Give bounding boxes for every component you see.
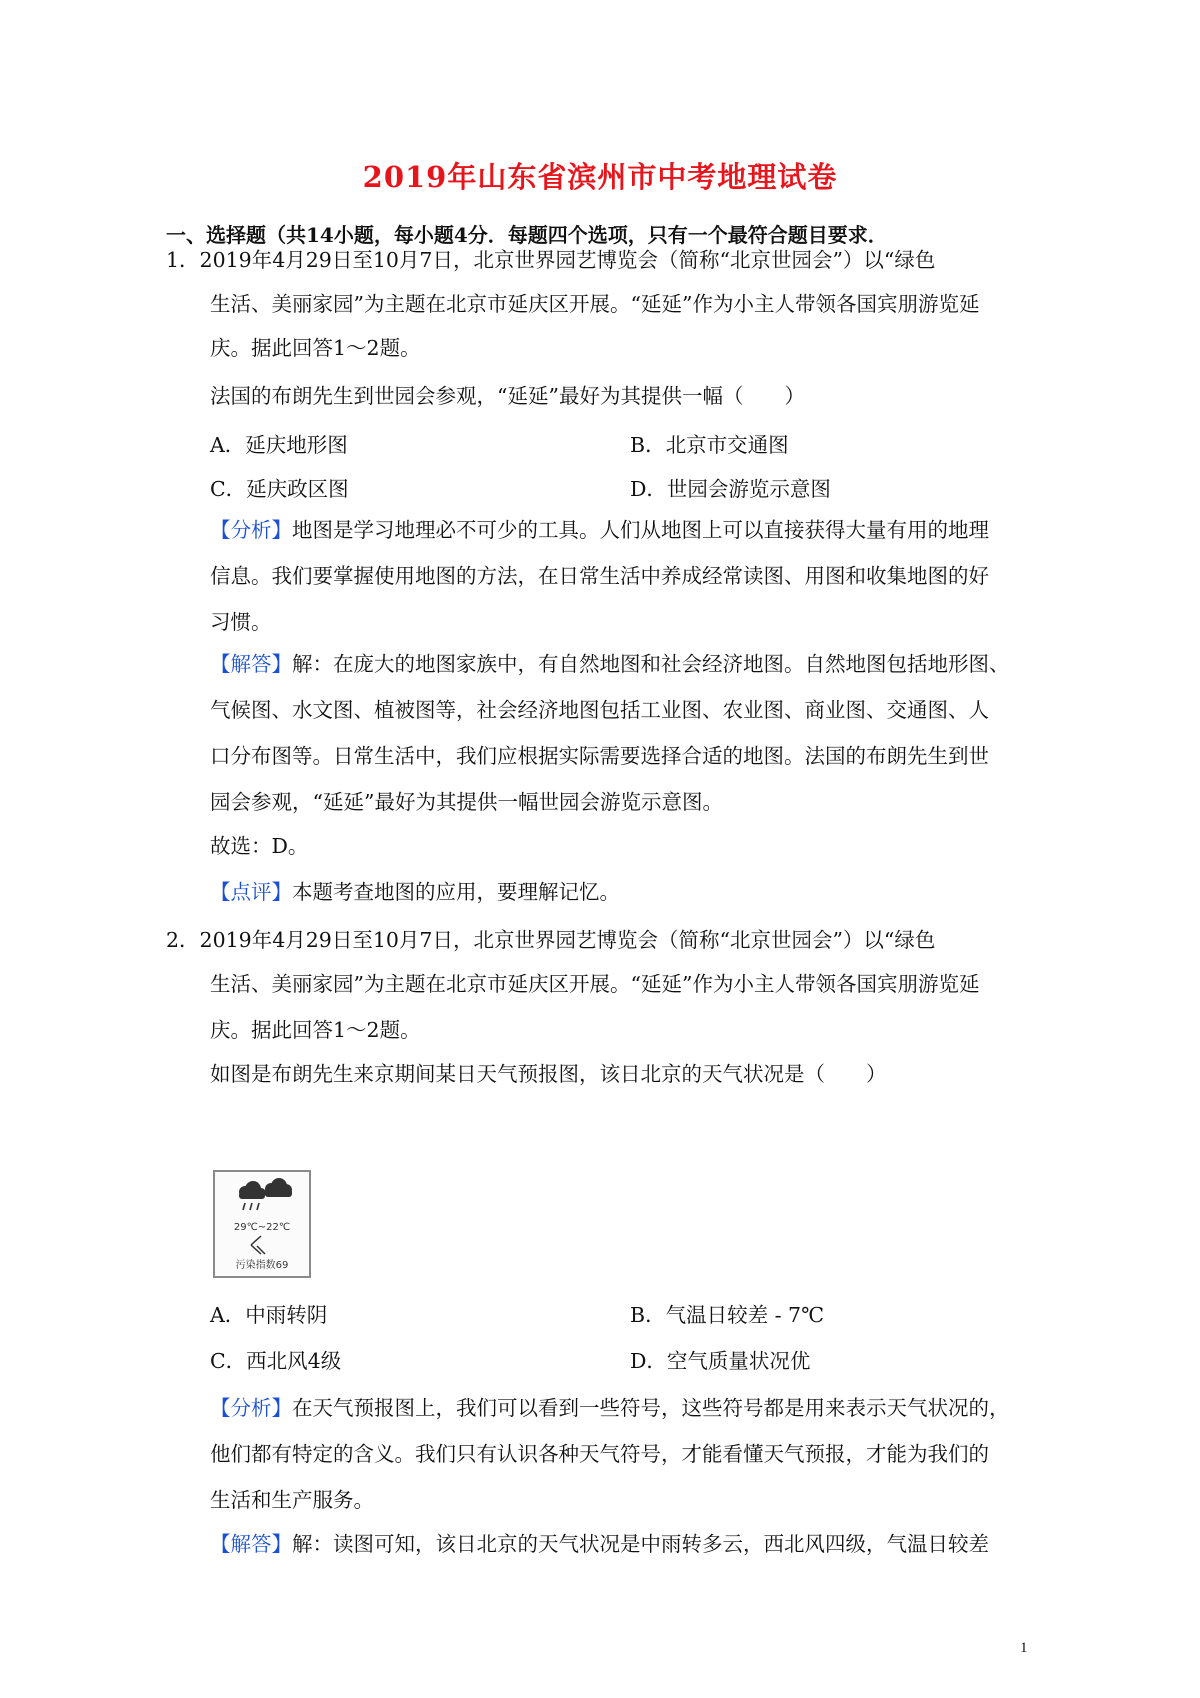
q1-answer-text-1: 解：在庞大的地图家族中，有自然地图和社会经济地图。自然地图包括地形图、 [292,652,1010,676]
q1-option-b: B．北京市交通图 [630,433,789,457]
q2-analysis-line-2: 他们都有特定的含义。我们只有认识各种天气符号，才能看懂天气预报，才能为我们的 [210,1442,989,1466]
q2-options-row-2 [210,1344,970,1384]
q1-answer-line-4: 园会参观，“延延”最好为其提供一幅世园会游览示意图。 [210,790,723,814]
q1-line-2: 生活、美丽家园”为主题在北京市延庆区开展。“延延”作为小主人带领各国宾朋游览延 [210,292,980,316]
page-title: 2019年山东省滨州市中考地理试卷 [362,160,838,194]
q2-analysis-text-1: 在天气预报图上，我们可以看到一些符号，这些符号都是用来表示天气状况的， [292,1396,1010,1420]
q1-stem: 法国的布朗先生到世园会参观，“延延”最好为其提供一幅（ ） [210,384,805,408]
answer-tag: 【解答】 [210,1532,292,1556]
q1-analysis-line-3: 习惯。 [210,610,272,634]
q1-option-c: C．延庆政区图 [210,477,349,501]
q2-options-row-1 [210,1298,970,1338]
comment-tag: 【点评】 [210,880,292,904]
q2-line-2: 生活、美丽家园”为主题在北京市延庆区开展。“延延”作为小主人带领各国宾朋游览延 [210,972,980,996]
q2-option-d: D．空气质量状况优 [630,1349,811,1373]
q1-comment-text: 本题考查地图的应用，要理解记忆。 [292,880,620,904]
q2-analysis [210,1384,1010,1432]
q1-line-1: 1．2019年4月29日至10月7日，北京世界园艺博览会（简称“北京世园会”）以“绿色 [166,248,936,272]
q1-option-d: D．世园会游览示意图 [630,477,831,501]
q1-analysis [210,506,989,554]
answer-tag: 【解答】 [210,652,292,676]
q1-line-3: 庆。据此回答1～2题。 [210,336,421,360]
q2-stem: 如图是布朗先生来京期间某日天气预报图，该日北京的天气状况是（ ） [210,1062,887,1086]
q2-analysis-line-3: 生活和生产服务。 [210,1488,374,1512]
weather-forecast-figure [213,1170,311,1278]
weather-temperature: 29℃~22℃ [233,1222,291,1233]
q1-answer [210,640,1010,688]
analysis-tag: 【分析】 [210,518,292,542]
q2-answer [210,1520,989,1568]
q1-options-row-1 [210,428,970,468]
q2-option-a: A．中雨转阴 [210,1303,328,1327]
section-heading: 一、选择题（共14小题，每小题4分．每题四个选项，只有一个最符合题目要求． [166,223,888,247]
page-number: 1 [1020,1640,1028,1656]
q1-option-a: A．延庆地形图 [210,433,348,457]
northwest-wind-icon [215,1234,309,1256]
weather-pollution-index: 污染指数69 [235,1260,289,1271]
q2-line-3: 庆。据此回答1～2题。 [210,1018,421,1042]
q1-choice: 故选：D。 [210,834,309,858]
q2-option-c: C．西北风4级 [210,1349,342,1373]
analysis-tag: 【分析】 [210,1396,292,1420]
q1-comment [210,868,620,916]
q2-line-1: 2．2019年4月29日至10月7日，北京世界园艺博览会（简称“北京世园会”）以“绿色 [166,928,936,952]
rain-to-cloudy-icon [215,1172,309,1222]
q1-analysis-line-2: 信息。我们要掌握使用地图的方法，在日常生活中养成经常读图、用图和收集地图的好 [210,564,989,588]
q1-analysis-text-1: 地图是学习地理必不可少的工具。人们从地图上可以直接获得大量有用的地理 [292,518,989,542]
q2-answer-text-1: 解：读图可知，该日北京的天气状况是中雨转多云，西北风四级，气温日较差 [292,1532,989,1556]
q1-answer-line-3: 口分布图等。日常生活中，我们应根据实际需要选择合适的地图。法国的布朗先生到世 [210,744,989,768]
q2-option-b: B．气温日较差 - 7℃ [630,1303,824,1327]
q1-answer-line-2: 气候图、水文图、植被图等，社会经济地图包括工业图、农业图、商业图、交通图、人 [210,698,989,722]
